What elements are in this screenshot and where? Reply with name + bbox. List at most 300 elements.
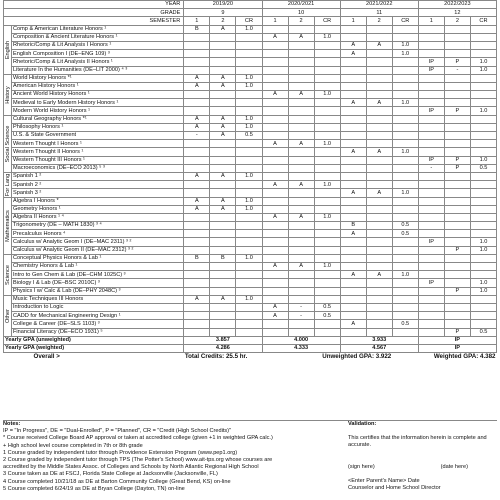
table-row [4,148,497,156]
weighted-label: Yearly GPA (weighted) [4,344,184,352]
credit-cell: 1.0 [314,33,340,41]
sem1-grade-cell: A [262,312,288,320]
sem2-grade-cell: A [288,213,314,221]
credit-cell [236,50,262,58]
sem1-grade-cell: A [262,140,288,148]
sem2-grade-cell [210,287,236,295]
sem2-grade-cell [210,41,236,49]
sem2-grade-cell [444,254,470,262]
sem1-grade-cell [340,246,366,254]
course-name: Spanish 3 ² [12,189,184,197]
sem1-grade-cell [184,58,210,66]
semester-label: SEMESTER [4,17,184,25]
total-credits: Total Credits: 25.5 hr. [184,353,248,361]
sem1-grade-cell [340,254,366,262]
credit-cell [392,25,418,33]
sem2-grade-cell: A [288,181,314,189]
sem2-grade-cell [288,132,314,140]
sem2-grade-cell [444,148,470,156]
sem1-grade-cell: A [184,205,210,213]
year-label: YEAR [4,1,184,9]
credit-cell [392,82,418,90]
sem2-grade-cell: A [288,140,314,148]
credit-cell [470,99,496,107]
sign-here: (sign here) [348,463,375,470]
credit-cell [236,222,262,230]
sem1-grade-cell [262,172,288,180]
weighted-gpa-1: 4.286 [184,344,262,352]
sem2-grade-cell: - [288,312,314,320]
note-line: * Course received College Board AP approval or taken at accredited college (given +1 in weighted GPA calc.) [3,435,273,442]
sem2-grade-cell [444,213,470,221]
sem1-grade-cell [262,74,288,82]
sem2-grade-cell [444,25,470,33]
sem2-grade-cell [366,181,392,189]
credit-cell [392,181,418,189]
course-name: Composition & Ancient Literature Honors ¹ [12,33,184,41]
credit-cell [236,140,262,148]
sem2-grade-cell [288,295,314,303]
sem1-grade-cell [262,156,288,164]
sem2-grade-cell [366,25,392,33]
credit-cell [470,263,496,271]
sem1-grade-cell [184,279,210,287]
credit-cell [314,148,340,156]
sem1-grade-cell [262,41,288,49]
sem2-grade-cell [288,164,314,172]
note-line: accredited by the Middle States Assoc. of Colleges and Schools by North Atlantic Regional High School [3,464,259,471]
table-row [4,254,497,262]
sem2-grade-cell [288,41,314,49]
credit-cell [236,312,262,320]
unweighted-gpa-1: 3.857 [184,336,262,344]
sem1-grade-cell [418,213,444,221]
parent-role: Counselor and Home School Director [348,485,441,492]
sem1-grade-cell [418,99,444,107]
table-row [4,303,497,311]
sem-2: 2 [210,17,236,25]
credit-cell: 1.0 [470,238,496,246]
sem1-grade-cell [418,303,444,311]
sem1-grade-cell [340,238,366,246]
cr-header: CR [314,17,340,25]
credit-cell [392,123,418,131]
credit-cell [392,279,418,287]
credit-cell [236,189,262,197]
sem2-grade-cell [444,197,470,205]
sem2-grade-cell: A [210,123,236,131]
sem1-grade-cell: A [340,189,366,197]
credit-cell [314,132,340,140]
credit-cell [314,238,340,246]
credit-cell [314,58,340,66]
section-name: English [4,40,11,59]
sem2-grade-cell [210,156,236,164]
sem1-grade-cell: B [184,254,210,262]
credit-cell: 1.0 [392,41,418,49]
sem2-grade-cell: A [210,82,236,90]
credit-cell [392,213,418,221]
course-name: Macroeconomics (DE–ECO 2013) ⁵ ³ [12,164,184,172]
sem2-grade-cell [366,132,392,140]
sem1-grade-cell: A [340,320,366,328]
sem2-grade-cell [444,115,470,123]
unweighted-gpa-row [4,336,497,344]
sem2-grade-cell [444,189,470,197]
sem1-grade-cell: A [340,41,366,49]
sem2-grade-cell: A [210,132,236,140]
sem2-grade-cell [366,197,392,205]
sem2-grade-cell [444,238,470,246]
credit-cell [392,172,418,180]
unweighted-gpa-total: Unweighted GPA: 3.922 [322,353,392,361]
sem1-grade-cell: A [184,82,210,90]
sem2-grade-cell [366,328,392,336]
credit-cell: 1.0 [392,271,418,279]
credit-cell [470,271,496,279]
validation-block [348,421,498,492]
table-row [4,205,497,213]
credit-cell [314,82,340,90]
sem2-grade-cell [444,205,470,213]
sem2-grade-cell [366,172,392,180]
sem2-grade-cell: A [366,148,392,156]
sem1-grade-cell [262,205,288,213]
course-name: Introduction to Logic [12,303,184,311]
sem2-grade-cell [444,271,470,279]
credit-cell [392,164,418,172]
credit-cell [314,156,340,164]
credit-cell [236,287,262,295]
course-name: Spanish 2 ² [12,181,184,189]
table-row [4,181,497,189]
sem2-grade-cell [366,156,392,164]
section-label-science [4,254,12,295]
sem2-grade-cell [288,82,314,90]
sem2-grade-cell [444,74,470,82]
year-2: 2020/2021 [262,1,340,9]
credit-cell [236,99,262,107]
sem1-grade-cell [418,189,444,197]
sem1-grade-cell [340,82,366,90]
sem2-grade-cell [366,115,392,123]
sem1-grade-cell [262,271,288,279]
course-name: Rhetoric/Comp & Lit Analysis I Honors ¹ [12,41,184,49]
sem1-grade-cell [418,181,444,189]
sem-1: 1 [418,17,444,25]
sem2-grade-cell: P [444,107,470,115]
sem2-grade-cell [288,328,314,336]
sem2-grade-cell [366,58,392,66]
sem1-grade-cell [340,140,366,148]
credit-cell [236,246,262,254]
course-name: Chemistry Honors & Lab ¹ [12,263,184,271]
credit-cell: 1.0 [236,123,262,131]
sem2-grade-cell [210,279,236,287]
course-name: Calculus w/ Analytic Geom II (DE–MAC 2312) ³ ² [12,246,184,254]
credit-cell [470,189,496,197]
section-name: Social Science [4,125,11,163]
sem1-grade-cell [184,263,210,271]
grade-4: 12 [418,9,496,17]
sem2-grade-cell [288,246,314,254]
credit-cell [236,164,262,172]
course-name: Western Thought I Honors ¹ [12,140,184,148]
unweighted-gpa-2: 4.000 [262,336,340,344]
sem1-grade-cell [184,164,210,172]
weighted-gpa-row [4,344,497,352]
sem2-grade-cell [288,279,314,287]
section-label-for-lang [4,172,12,197]
sem2-grade-cell: P [444,246,470,254]
sem1-grade-cell [262,148,288,156]
table-row [4,320,497,328]
sem1-grade-cell [418,91,444,99]
sem2-grade-cell [210,58,236,66]
credit-cell: 1.0 [470,279,496,287]
section-label-history [4,74,12,115]
sem1-grade-cell [340,25,366,33]
course-name: Financial Literacy (DE–ECO 1931) ⁵ [12,328,184,336]
sem1-grade-cell [340,33,366,41]
credit-cell [470,33,496,41]
sem1-grade-cell: A [340,99,366,107]
table-row [4,263,497,271]
unweighted-gpa-4: IP [418,336,496,344]
sem1-grade-cell [418,148,444,156]
course-rows [4,25,497,336]
sem1-grade-cell [184,230,210,238]
table-row [4,123,497,131]
sem-1: 1 [340,17,366,25]
sem2-grade-cell [288,238,314,246]
sem1-grade-cell [340,197,366,205]
credit-cell [392,246,418,254]
sem1-grade-cell [262,189,288,197]
sem1-grade-cell: A [184,74,210,82]
sem1-grade-cell [340,132,366,140]
sem2-grade-cell [288,189,314,197]
sem1-grade-cell [184,140,210,148]
sem1-grade-cell [262,295,288,303]
sem1-grade-cell [184,271,210,279]
sem2-grade-cell [366,107,392,115]
sem1-grade-cell [340,164,366,172]
sem1-grade-cell [418,172,444,180]
sem1-grade-cell [262,222,288,230]
credit-cell [392,91,418,99]
sem2-grade-cell: - [288,303,314,311]
sem1-grade-cell [418,41,444,49]
sem1-grade-cell [262,107,288,115]
table-row [4,164,497,172]
sem2-grade-cell [366,246,392,254]
sem2-grade-cell [288,254,314,262]
sem-1: 1 [184,17,210,25]
sem2-grade-cell [288,115,314,123]
sem1-grade-cell [184,189,210,197]
sem1-grade-cell: A [262,303,288,311]
table-row [4,279,497,287]
credit-cell: 0.5 [236,132,262,140]
sem2-grade-cell [210,189,236,197]
course-name: Rhetoric/Comp & Lit Analysis II Honors ¹ [12,58,184,66]
sem2-grade-cell: P [444,164,470,172]
course-name: College & Career (DE–SLS 1103) ³ [12,320,184,328]
credit-cell [236,156,262,164]
credit-cell: 0.5 [470,164,496,172]
sem1-grade-cell [184,41,210,49]
sem1-grade-cell: A [262,91,288,99]
credit-cell [314,41,340,49]
section-label-english [4,25,12,74]
sem2-grade-cell [210,107,236,115]
sem2-grade-cell [210,50,236,58]
sem2-grade-cell: A [288,263,314,271]
sem2-grade-cell [288,205,314,213]
sem2-grade-cell [210,164,236,172]
sem1-grade-cell [340,312,366,320]
sem1-grade-cell [418,312,444,320]
course-name: Western Thought III Honors ¹ [12,156,184,164]
weighted-gpa-2: 4.333 [262,344,340,352]
sem2-grade-cell [210,230,236,238]
course-name: Precalculus Honors ⁴ [12,230,184,238]
sem2-grade-cell [366,238,392,246]
credit-cell: 1.0 [314,140,340,148]
sem1-grade-cell [262,132,288,140]
credit-cell: 1.0 [236,254,262,262]
credit-cell [314,271,340,279]
course-name: Geometry Honors ¹ [12,205,184,213]
course-name: U.S. & State Government [12,132,184,140]
credit-cell [470,230,496,238]
sem1-grade-cell [418,50,444,58]
section-label-social-science [4,115,12,172]
course-name: Physics I w/ Calc & Lab (DE–PHY 2048C) ³ [12,287,184,295]
sem2-grade-cell [210,33,236,41]
section-name: Other [4,308,11,323]
sem1-grade-cell: A [262,33,288,41]
sem2-grade-cell [366,33,392,41]
table-row [4,140,497,148]
credit-cell: 1.0 [314,213,340,221]
sem2-grade-cell [444,181,470,189]
notes-list [3,421,333,493]
credit-cell [470,181,496,189]
credit-cell [392,295,418,303]
course-name: Spanish 1 ² [12,172,184,180]
sem1-grade-cell [184,246,210,254]
sem1-grade-cell: - [418,164,444,172]
course-name: Biology I & Lab (DE–BSC 2010C) ³ [12,279,184,287]
sem2-grade-cell [366,279,392,287]
sem2-grade-cell [288,74,314,82]
credit-cell [236,238,262,246]
credit-cell [236,279,262,287]
sem2-grade-cell: A [366,99,392,107]
grade-label: GRADE [4,9,184,17]
sem1-grade-cell: A [184,115,210,123]
sem1-grade-cell [418,74,444,82]
course-name: American History Honors ¹ [12,82,184,90]
cr-header: CR [470,17,496,25]
course-name: Ancient World History Honors ¹ [12,91,184,99]
course-name: Algebra II Honors ¹ ⁴ [12,213,184,221]
credit-cell [314,164,340,172]
sem2-grade-cell: A [210,115,236,123]
sem2-grade-cell [288,156,314,164]
sem2-grade-cell [288,25,314,33]
credit-cell [470,295,496,303]
table-row [4,238,497,246]
table-row [4,156,497,164]
sem2-grade-cell: A [210,74,236,82]
sem2-grade-cell [288,271,314,279]
table-row [4,132,497,140]
credit-cell: 1.0 [314,263,340,271]
sem-2: 2 [288,17,314,25]
sem1-grade-cell [418,328,444,336]
credit-cell [236,91,262,99]
sem1-grade-cell [262,164,288,172]
credit-cell [314,320,340,328]
credit-cell [314,66,340,74]
credit-cell [314,107,340,115]
credit-cell [470,41,496,49]
table-row [4,66,497,74]
course-name: Cultural Geography Honors *¹ [12,115,184,123]
sem2-grade-cell [444,320,470,328]
credit-cell [392,74,418,82]
credit-cell [392,254,418,262]
credit-cell [392,238,418,246]
sem1-grade-cell [262,115,288,123]
sem2-grade-cell: A [288,91,314,99]
note-line: 2 Course graded by independent tutor through TPS (The Potter's School) www.ait-tps.org whose courses are [3,457,273,464]
sem2-grade-cell [366,50,392,58]
sem2-grade-cell [444,222,470,230]
credit-cell [392,263,418,271]
credit-cell [470,82,496,90]
sem1-grade-cell: A [184,197,210,205]
sem2-grade-cell [366,213,392,221]
course-name: Intro to Gen Chem & Lab (DE–CHM 1025C) ³ [12,271,184,279]
credit-cell [236,181,262,189]
sem2-grade-cell [288,58,314,66]
credit-cell [314,328,340,336]
sem2-grade-cell [210,263,236,271]
sem2-grade-cell [366,263,392,271]
section-name: History [4,85,11,104]
date-here: (date here) [440,463,468,470]
table-row [4,328,497,336]
sem2-grade-cell [288,222,314,230]
sem1-grade-cell: B [184,25,210,33]
sem1-grade-cell [418,115,444,123]
credit-cell: 1.0 [470,156,496,164]
sem1-grade-cell [184,50,210,58]
course-name: Conceptual Physics Honors & Lab ¹ [12,254,184,262]
grade-2: 10 [262,9,340,17]
sem2-grade-cell [444,172,470,180]
weighted-gpa-4: IP [418,344,496,352]
sem2-grade-cell: P [444,156,470,164]
credit-cell [236,328,262,336]
sem1-grade-cell [262,287,288,295]
unweighted-gpa-3: 3.933 [340,336,418,344]
sem2-grade-cell [288,148,314,156]
